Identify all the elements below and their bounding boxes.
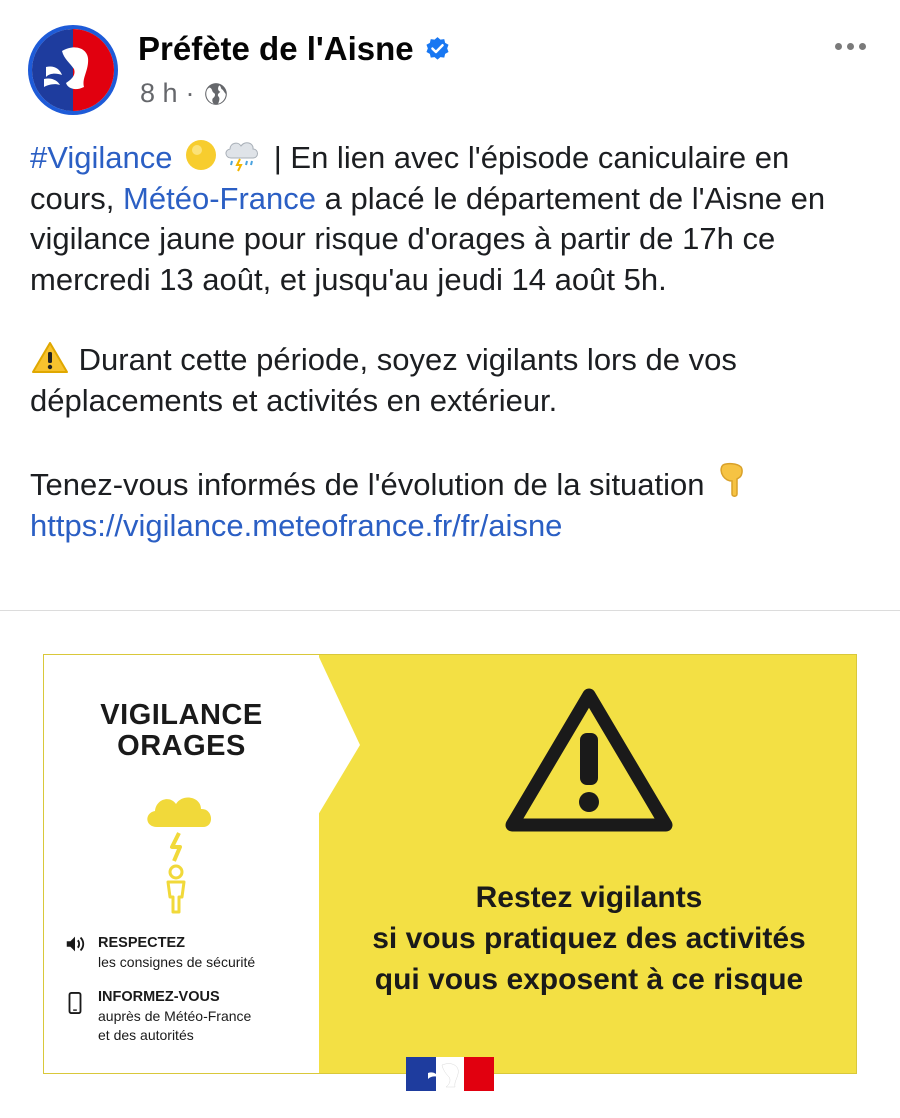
meta-separator: · — [185, 78, 195, 108]
card-left-panel — [44, 655, 319, 1073]
dot-icon — [847, 43, 854, 50]
card-msg-line-3: qui vous exposent à ce risque — [374, 963, 804, 996]
post-paragraph-1 — [30, 136, 880, 300]
post-header — [0, 0, 900, 125]
followup-text: Tenez-vous informés de l'évolution de la situation — [30, 467, 714, 502]
post-meta — [140, 78, 229, 109]
title-line-2: ORAGES — [117, 730, 246, 762]
storm-person-icon — [139, 787, 229, 917]
advice1-title: RESPECTEZ — [98, 935, 186, 951]
pointing-down-hand-icon — [713, 461, 749, 499]
title-line-1: VIGILANCE — [100, 699, 263, 731]
hashtag-link[interactable]: #Vigilance — [30, 140, 173, 175]
page-name-text[interactable]: Préfète de l'Aisne — [138, 30, 414, 67]
post-time[interactable]: 8 h — [140, 78, 178, 108]
card-message — [329, 877, 849, 1000]
page-name[interactable] — [138, 30, 451, 68]
advice1-text: les consignes de sécurité — [98, 954, 256, 970]
card-msg-line-2: si vous pratiquez des activités — [372, 922, 806, 955]
more-options-button[interactable] — [830, 34, 870, 58]
page-avatar[interactable] — [28, 25, 118, 115]
advice-inform — [64, 987, 304, 1045]
post-text-part: a placé le département de l'Aisne en vigilance jaune pour risque d'orages à partir de 17h ce mercredi 13 août, et jusqu'au jeudi 14 août 5h. — [30, 180, 826, 297]
advice-respect — [64, 933, 304, 972]
advice2-title: INFORMEZ-VOUS — [98, 989, 220, 1005]
warning-text: Durant cette période, soyez vigilants lors de vos déplacements et activités en extérieur. — [30, 342, 737, 418]
dot-icon — [859, 43, 866, 50]
vigilance-image-card[interactable] — [43, 654, 857, 1074]
meteo-france-mention[interactable]: Météo-France — [123, 180, 316, 216]
globe-icon[interactable] — [203, 81, 229, 107]
card-msg-line-1: Restez vigilants — [475, 881, 703, 914]
post-paragraph-2 — [30, 340, 880, 421]
warning-icon — [30, 340, 70, 374]
panel-arrow — [318, 655, 368, 815]
yellow-circle-icon — [181, 138, 221, 172]
divider — [0, 610, 900, 611]
smartphone-icon — [64, 987, 86, 1019]
dot-icon — [835, 43, 842, 50]
speaker-icon — [64, 933, 86, 955]
warning-triangle-icon — [504, 685, 674, 835]
vigilance-title — [44, 700, 319, 762]
advice2-text-2: et des autorités — [98, 1027, 194, 1043]
marianne-logo-icon — [32, 29, 114, 111]
advice2-text-1: auprès de Météo-France — [98, 1008, 252, 1024]
vigilance-url-link[interactable]: https://vigilance.meteofrance.fr/fr/aisne — [30, 507, 563, 543]
post-paragraph-3 — [30, 461, 880, 546]
post-text-part: | En lien avec l'épisode caniculaire en cours, — [30, 140, 790, 216]
thunder-cloud-rain-icon — [221, 136, 265, 172]
post-body — [30, 136, 880, 546]
verified-badge-icon — [424, 36, 451, 63]
republique-francaise-logo-icon — [406, 1057, 494, 1091]
